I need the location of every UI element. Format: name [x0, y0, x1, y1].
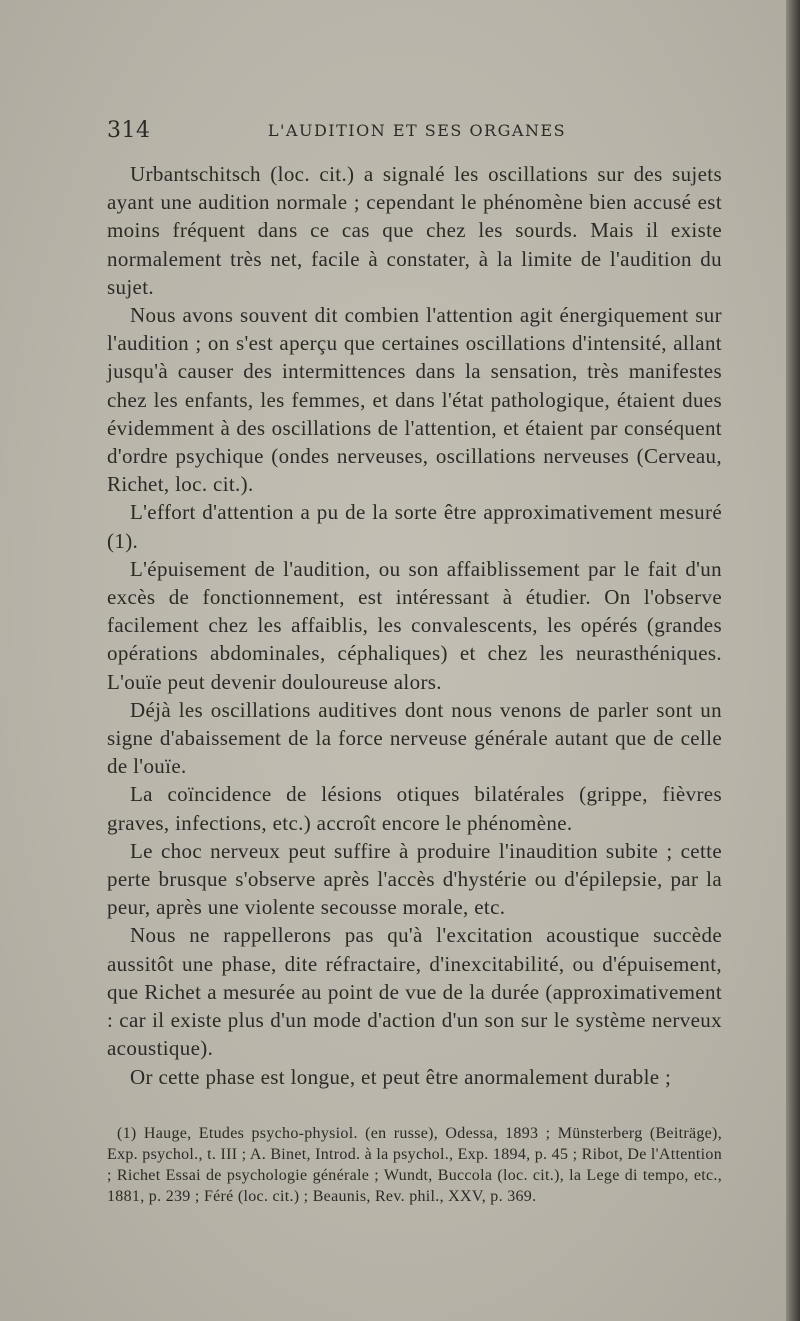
body-text — [107, 160, 722, 1091]
footnotes — [107, 1123, 722, 1207]
paragraph: Or cette phase est longue, et peut être anormalement durable ; — [130, 1064, 672, 1089]
paragraph: Nous ne rappellerons pas qu'à l'excitation acoustique succède aussitôt une phase, dite réfractaire, d'inexcitabilité, ou d'épuisement, que Richet a mesurée au point de vue de la durée (approximativement : car il existe plus d'un mode d'action d'un son sur le système nerveux acoustique). — [107, 923, 722, 1061]
paragraph: Déjà les oscillations auditives dont nous venons de parler sont un signe d'abaissement de la force nerveuse générale autant que de celle de l'ouïe. — [107, 697, 722, 779]
paragraph: Nous avons souvent dit combien l'attention agit énergiquement sur l'audition ; on s'est aperçu que certaines oscillations d'intensité, allant jusqu'à causer des intermittences dans la sensation, très manifestes chez les enfants, les femmes, et dans l'état pathologique, étaient dues évidemment à des oscillations de l'attention, et étaient par conséquent d'ordre psychique (ondes nerveuses, oscillations nerveuses (Cerveau, Richet, loc. cit.). — [107, 303, 722, 497]
paragraph: Urbantschitsch (loc. cit.) a signalé les oscillations sur des sujets ayant une audition normale ; cependant le phénomène bien accusé est moins fréquent dans ce cas que chez les sourds. Mais il existe normalement très net, facile à constater, à la limite de l'audition du sujet. — [107, 162, 722, 299]
paragraph: Le choc nerveux peut suffire à produire l'inaudition subite ; cette perte brusque s'observe après l'accès d'hystérie ou d'épilepsie, par la peur, après une violente secousse morale, etc. — [107, 838, 722, 920]
paragraph: La coïncidence de lésions otiques bilatérales (grippe, fièvres graves, infections, etc.) accroît encore le phénomène. — [107, 782, 722, 835]
footnote: (1) Hauge, Etudes psycho-physiol. (en russe), Odessa, 1893 ; Münsterberg (Beiträge), Exp. psychol., t. III ; A. Binet, Introd. à la psychol., Exp. 1894, p. 45 ; Ribot, De l'Attention ; Richet Essai de psychologie générale ; Wundt, Buccola (loc. cit.), la Lege di tempo, etc., 1881, p. 239 ; Féré (loc. cit.) ; Beaunis, Rev. phil., XXV, p. 369. — [107, 1125, 722, 1205]
page-number: 314 — [107, 118, 151, 143]
paragraph: L'effort d'attention a pu de la sorte être approximativement mesuré (1). — [107, 500, 722, 553]
paragraph: L'épuisement de l'audition, ou son affaiblissement par le fait d'un excès de fonctionnement, est intéressant à étudier. On l'observe facilement chez les affaiblis, les convalescents, les opérés (grandes opérations abdominales, céphaliques) et chez les neurasthéniques. L'ouïe peut devenir douloureuse alors. — [107, 556, 722, 694]
page-edge-shadow — [786, 0, 800, 1321]
running-title: L'AUDITION ET SES ORGANES — [267, 121, 567, 140]
page-header — [107, 118, 727, 142]
